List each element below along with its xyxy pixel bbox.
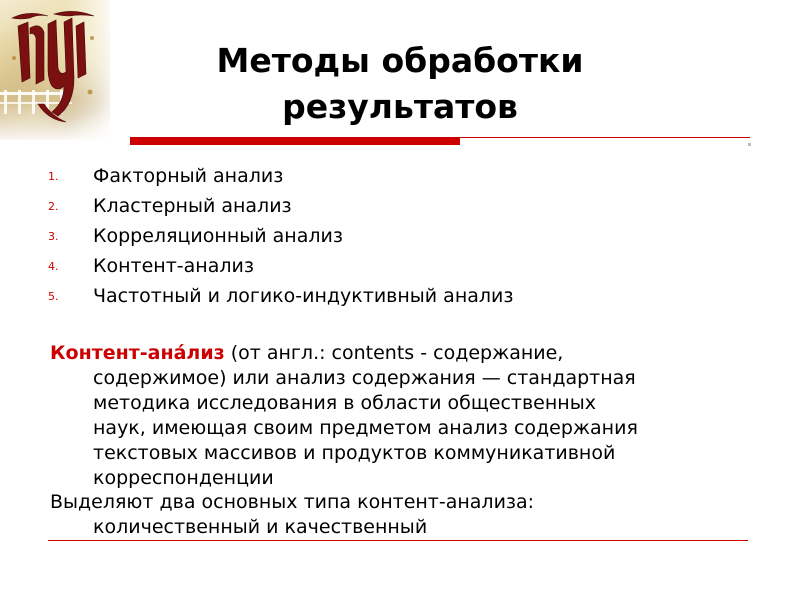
list-item-label: Факторный анализ <box>93 165 284 187</box>
list-number: 5. <box>48 290 59 303</box>
types-line-2: количественный и качественный <box>93 516 428 538</box>
list-number: 4. <box>48 260 59 273</box>
list-item-label: Частотный и логико-индуктивный анализ <box>93 285 514 307</box>
list-item-label: Контент-анализ <box>93 255 254 277</box>
definition-line-5: текстовых массивов и продуктов коммуникативной <box>93 442 616 464</box>
definition-line-6: корреспонденции <box>93 467 274 489</box>
list-item <box>48 221 748 251</box>
definition-line-1 <box>50 341 750 366</box>
title-line-2: результатов <box>282 87 518 126</box>
definition-line-2: содержимое) или анализ содержания — стандартная <box>93 367 636 389</box>
list-number: 1. <box>48 170 59 183</box>
university-logo-icon <box>8 8 100 126</box>
title-line-1: Методы обработки <box>216 41 584 80</box>
definition-line-4: наук, имеющая своим предметом анализ содержания <box>93 417 638 439</box>
list-item-label: Кластерный анализ <box>93 195 292 217</box>
definition-line-3: методика исследования в области общественных <box>93 392 596 414</box>
list-number: 2. <box>48 200 59 213</box>
list-number: 3. <box>48 230 59 243</box>
list-item <box>48 161 748 191</box>
svg-text:ny: ny <box>8 8 10 9</box>
list-item <box>48 251 748 281</box>
bottom-rule <box>48 540 748 541</box>
types-paragraph <box>50 490 750 540</box>
list-item-label: Корреляционный анализ <box>93 225 343 247</box>
types-line-1: Выделяют два основных типа контент-анализа: <box>50 491 535 513</box>
slide-title <box>150 38 650 130</box>
header-photo <box>0 0 110 140</box>
definition-paragraph <box>50 341 750 491</box>
definition-term: Контент-ана́лиз <box>50 342 225 364</box>
corner-marker <box>748 143 751 146</box>
methods-list <box>48 161 748 311</box>
list-item <box>48 191 748 221</box>
list-item <box>48 281 748 311</box>
title-rule-thick <box>130 138 460 145</box>
definition-line-1-rest: (от англ.: contents - содержание, <box>224 342 564 364</box>
